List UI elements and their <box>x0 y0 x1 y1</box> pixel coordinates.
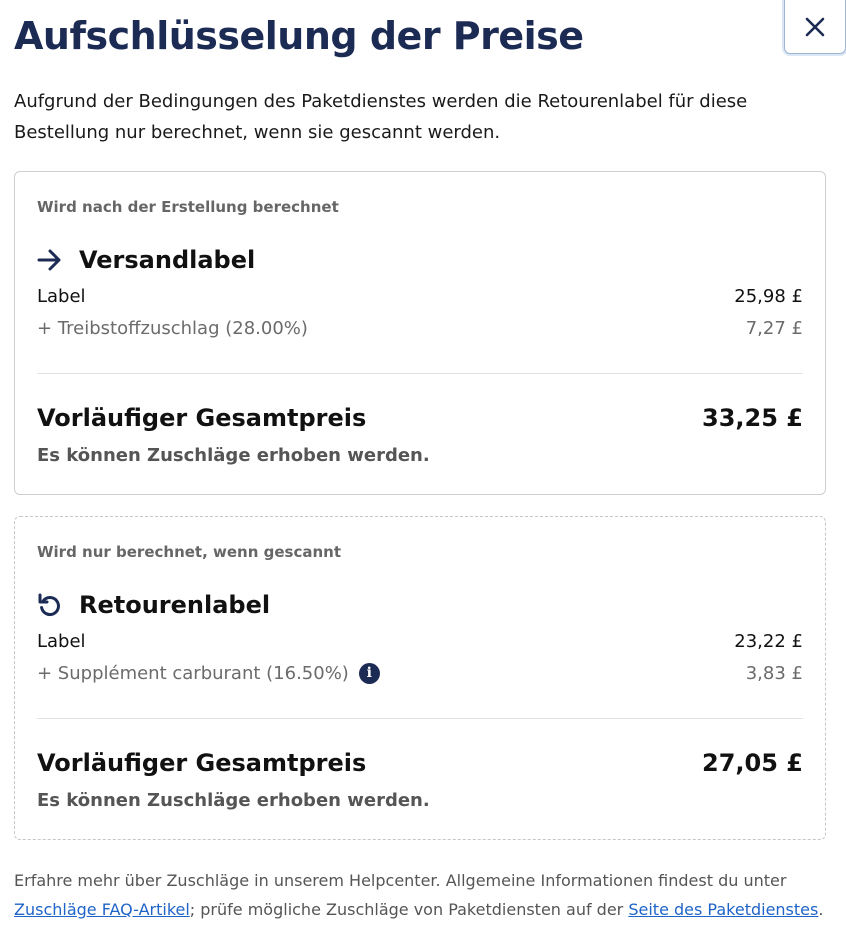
carrier-page-link[interactable]: Seite des Paketdienstes <box>628 900 819 919</box>
shipping-surcharge-price: 7,27 £ <box>745 318 803 339</box>
shipping-total-label: Vorläufiger Gesamtpreis <box>37 404 367 432</box>
shipping-total-price: 33,25 £ <box>702 404 803 432</box>
return-divider <box>37 718 803 719</box>
return-surcharge-name: + Supplément carburant (16.50%) <box>37 663 349 684</box>
return-label-name: Label <box>37 631 86 652</box>
footer-text-after: . <box>818 900 824 919</box>
shipping-label-row <box>37 286 803 307</box>
faq-article-link[interactable]: Zuschläge FAQ-Artikel <box>14 900 190 919</box>
return-surcharge-price: 3,83 £ <box>745 663 803 684</box>
shipping-label-price: 25,98 £ <box>734 286 803 307</box>
shipping-card-title: Versandlabel <box>79 246 256 274</box>
shipping-label-card <box>14 171 826 495</box>
return-surcharge-row <box>37 663 803 684</box>
return-card-caption: Wird nur berechnet, wenn gescannt <box>37 543 342 561</box>
shipping-surcharge-row <box>37 318 803 339</box>
shipping-surcharge-note: Es können Zuschläge erhoben werden. <box>37 445 430 466</box>
return-label-row <box>37 631 803 652</box>
shipping-surcharge-name: + Treibstoffzuschlag (28.00%) <box>37 318 308 339</box>
return-total-price: 27,05 £ <box>702 749 803 777</box>
return-total-label: Vorläufiger Gesamtpreis <box>37 749 367 777</box>
undo-icon <box>37 592 63 618</box>
intro-text: Aufgrund der Bedingungen des Paketdienstes werden die Retourenlabel für diese Bestellung nur berechnet, wenn sie gescannt werden. <box>14 91 748 143</box>
return-card-title: Retourenlabel <box>79 591 271 619</box>
return-label-card <box>14 516 826 840</box>
return-label-price: 23,22 £ <box>734 631 803 652</box>
shipping-card-caption: Wird nach der Erstellung berechnet <box>37 198 339 216</box>
footer-text-before: Erfahre mehr über Zuschläge in unserem Helpcenter. Allgemeine Informationen findest du unter <box>14 871 787 890</box>
return-surcharge-note: Es können Zuschläge erhoben werden. <box>37 790 430 811</box>
shipping-label-name: Label <box>37 286 86 307</box>
shipping-divider <box>37 373 803 374</box>
dialog-title: Aufschlüsselung der Preise <box>14 14 584 58</box>
shipping-total-row <box>37 404 803 432</box>
info-icon[interactable]: i <box>359 663 380 684</box>
close-icon <box>804 16 826 38</box>
close-button[interactable] <box>784 0 846 54</box>
return-card-heading <box>37 591 270 619</box>
shipping-card-heading <box>37 246 255 274</box>
footer-text-middle: ; prüfe mögliche Zuschläge von Paketdiensten auf der <box>189 900 629 919</box>
return-total-row <box>37 749 803 777</box>
arrow-right-icon <box>37 249 63 271</box>
return-surcharge-label-wrap <box>37 663 380 684</box>
footer-help-text <box>14 866 834 924</box>
